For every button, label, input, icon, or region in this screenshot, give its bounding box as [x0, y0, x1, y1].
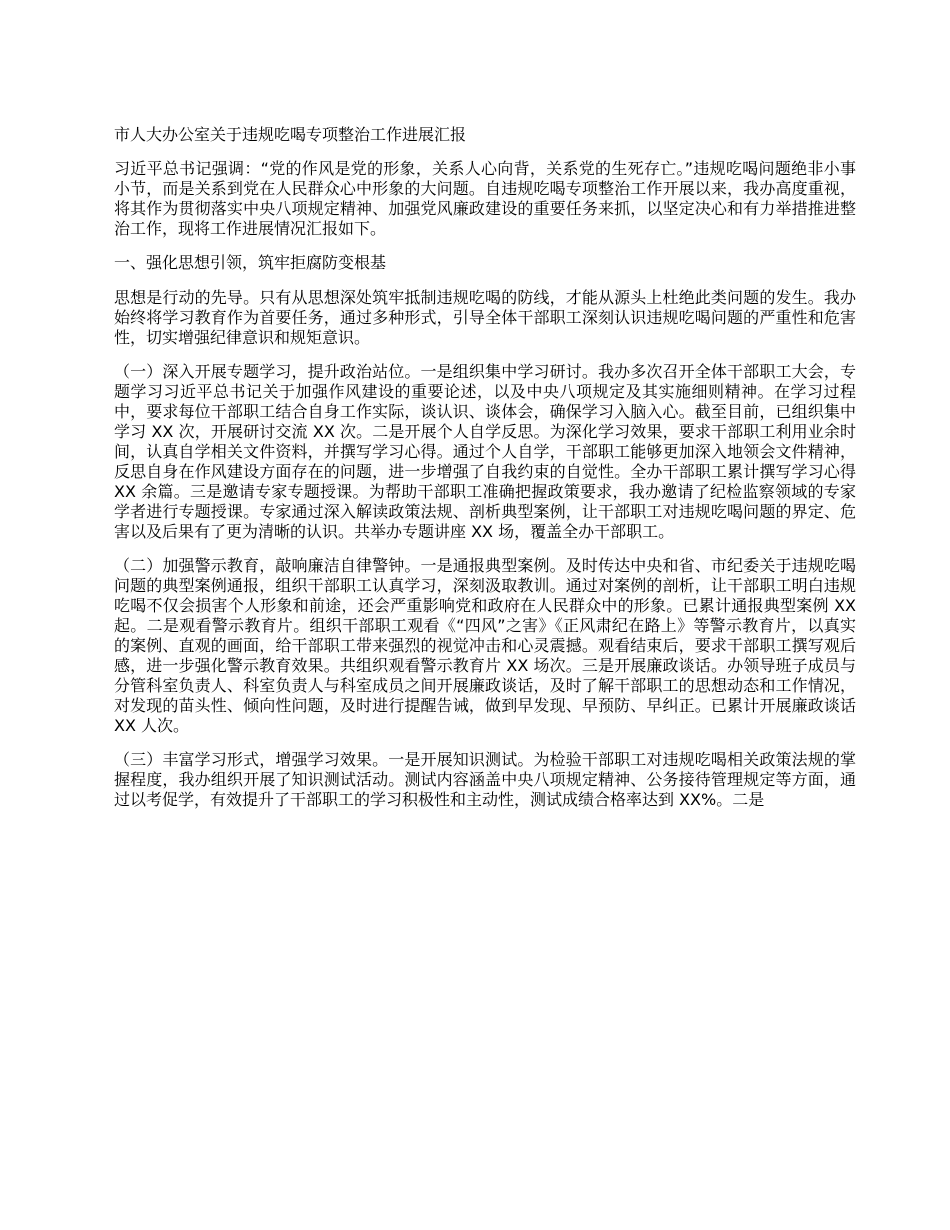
- document-page: [114, 124, 856, 824]
- item3-paragraph: （三）丰富学习形式，增强学习效果。一是开展知识测试。为检验干部职工对违规吃喝相关政策法规的掌握程度，我办组织开展了知识测试活动。测试内容涵盖中央八项规定精神、公务接待管理规定等方面，通过以考促学，有效提升了干部职工的学习积极性和主动性，测试成绩合格率达到 XX%。二是: [114, 750, 856, 809]
- document-title: 市人大办公室关于违规吃喝专项整治工作进展汇报: [114, 125, 467, 144]
- item2-paragraph: （二）加强警示教育，敲响廉洁自律警钟。一是通报典型案例。及时传达中央和省、市纪委关于违规吃喝问题的典型案例通报，组织干部职工认真学习，深刻汲取教训。通过对案例的剖析，让干部职工明白违规吃喝不仅会损害个人形象和前途，还会严重影响党和政府在人民群众中的形象。已累计通报典型案例 XX 起。二是观看警示教育片。组织干部职工观看《“四风”之害》《正风肃纪在路上》等警示教育片，以真实的案例、直观的画面，给干部职工带来强烈的视觉冲击和心灵震撼。观看结束后，要求干部职工撰写观后感，进一步强化警示教育效果。共组织观看警示教育片 XX 场次。三是开展廉政谈话。办领导班子成员与分管科室负责人、科室负责人与科室成员之间开展廉政谈话，及时了解干部职工的思想动态和工作情况，对发现的苗头性、倾向性问题，及时进行提醒告诫，做到早发现、早预防、早纠正。已累计开展廉政谈话 XX 人次。: [114, 556, 856, 735]
- item1-paragraph: （一）深入开展专题学习，提升政治站位。一是组织集中学习研讨。我办多次召开全体干部职工大会，专题学习习近平总书记关于加强作风建设的重要论述，以及中央八项规定及其实施细则精神。在学习过程中，要求每位干部职工结合自身工作实际，谈认识、谈体会，确保学习入脑入心。截至目前，已组织集中学习 XX 次，开展研讨交流 XX 次。二是开展个人自学反思。为深化学习效果，要求干部职工利用业余时间，认真自学相关文件资料，并撰写学习心得。通过个人自学，干部职工能够更加深入地领会文件精神，反思自身在作风建设方面存在的问题，进一步增强了自我约束的自觉性。全办干部职工累计撰写学习心得 XX 余篇。三是邀请专家专题授课。为帮助干部职工准确把握政策要求，我办邀请了纪检监察领域的专家学者进行专题授课。专家通过深入解读政策法规、剖析典型案例，让干部职工对违规吃喝问题的界定、危害以及后果有了更为清晰的认识。共举办专题讲座 XX 场，覆盖全办干部职工。: [114, 362, 856, 541]
- section1-paragraph: 思想是行动的先导。只有从思想深处筑牢抵制违规吃喝的防线，才能从源头上杜绝此类问题的发生。我办始终将学习教育作为首要任务，通过多种形式，引导全体干部职工深刻认识违规吃喝问题的严重性和危害性，切实增强纪律意识和规矩意识。: [114, 288, 856, 347]
- intro-paragraph: 习近平总书记强调：“党的作风是党的形象，关系人心向背，关系党的生死存亡。”违规吃喝问题绝非小事小节，而是关系到党在人民群众心中形象的大问题。自违规吃喝专项整治工作开展以来，我办高度重视，将其作为贯彻落实中央八项规定精神、加强党风廉政建设的重要任务来抓，以坚定决心和有力举措推进整治工作，现将工作进展情况汇报如下。: [114, 159, 856, 238]
- section-heading-1: 一、强化思想引领，筑牢拒腐防变根基: [114, 253, 387, 272]
